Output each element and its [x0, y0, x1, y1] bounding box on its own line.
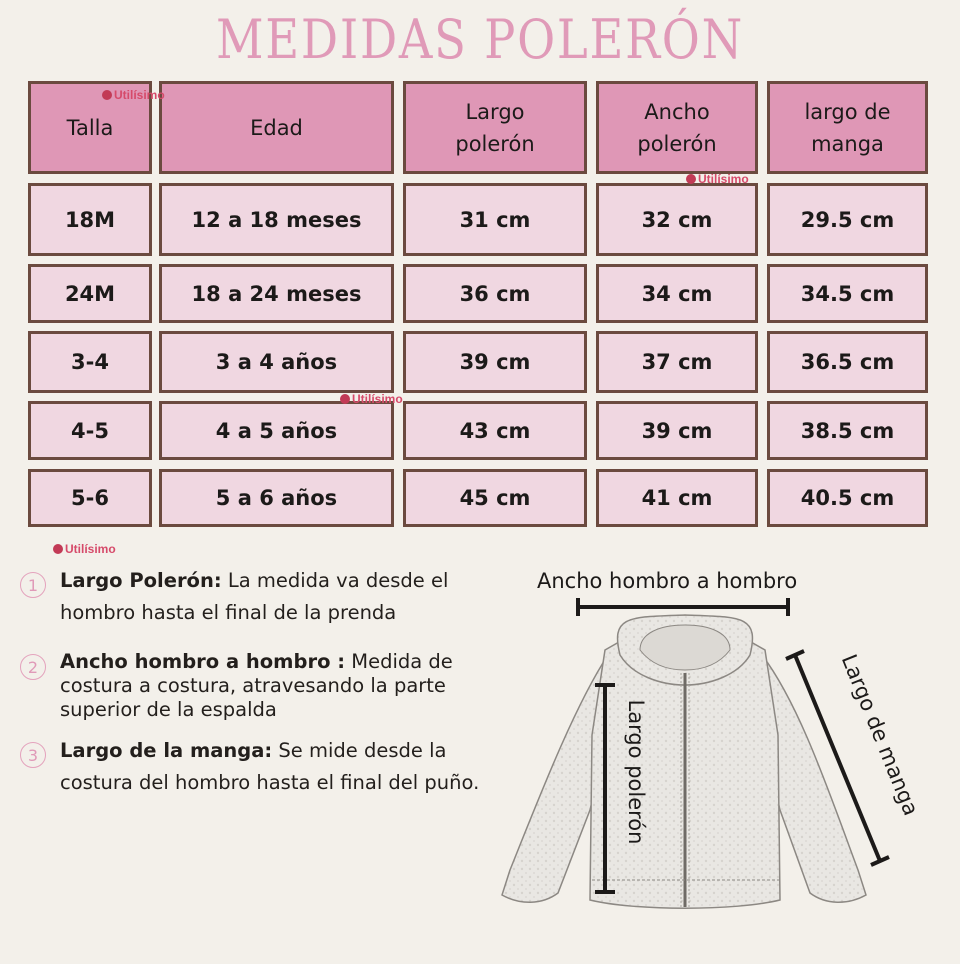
- header-ancho: [596, 81, 758, 174]
- table-cell: 24M: [28, 264, 152, 323]
- note-text: Se mide desde la costura del hombro hasta el final del puño.: [60, 739, 480, 794]
- note-number: 1: [20, 572, 46, 598]
- header-ancho-label: Ancho polerón: [637, 99, 717, 156]
- page-title: MEDIDAS POLERÓN: [216, 8, 744, 71]
- table-cell: 32 cm: [596, 183, 758, 256]
- watermark-logo: [686, 172, 749, 186]
- table-cell: 29.5 cm: [767, 183, 928, 256]
- logo-icon: [102, 90, 112, 100]
- hoodie-diagram: [480, 555, 960, 960]
- table-cell: 5 a 6 años: [159, 469, 394, 527]
- header-talla: Talla: [28, 81, 152, 174]
- table-cell: 5-6: [28, 469, 152, 527]
- logo-icon: [340, 394, 350, 404]
- note-ancho: [60, 650, 510, 722]
- table-cell: 3 a 4 años: [159, 331, 394, 393]
- note-number: 3: [20, 742, 46, 768]
- table-cell: 39 cm: [596, 401, 758, 460]
- watermark-logo: [102, 88, 165, 102]
- table-cell: 40.5 cm: [767, 469, 928, 527]
- table-cell: 36 cm: [403, 264, 587, 323]
- note-text: La medida va desde el hombro hasta el final de la prenda: [60, 569, 449, 624]
- width-label: Ancho hombro a hombro: [537, 569, 798, 593]
- table-cell: 18M: [28, 183, 152, 256]
- table-cell: 4 a 5 años: [159, 401, 394, 460]
- table-cell: 39 cm: [403, 331, 587, 393]
- watermark-text: Utilísimo: [698, 172, 749, 186]
- table-cell: 45 cm: [403, 469, 587, 527]
- watermark-logo: [340, 392, 403, 406]
- logo-icon: [686, 174, 696, 184]
- note-text: Medida de costura a costura, atravesando la parte superior de la espalda: [60, 650, 453, 721]
- table-cell: 37 cm: [596, 331, 758, 393]
- table-cell: 12 a 18 meses: [159, 183, 394, 256]
- table-cell: 41 cm: [596, 469, 758, 527]
- header-largo-label: Largo polerón: [455, 99, 535, 156]
- table-cell: 4-5: [28, 401, 152, 460]
- logo-icon: [53, 544, 63, 554]
- table-cell: 3-4: [28, 331, 152, 393]
- watermark-text: Utilísimo: [114, 88, 165, 102]
- header-edad: Edad: [159, 81, 394, 174]
- note-term: Largo Polerón:: [60, 569, 222, 592]
- note-largo: [60, 565, 510, 629]
- table-cell: 43 cm: [403, 401, 587, 460]
- length-label: Largo polerón: [624, 699, 648, 845]
- watermark-text: Utilísimo: [65, 542, 116, 556]
- table-cell: 34.5 cm: [767, 264, 928, 323]
- header-manga: [767, 81, 928, 174]
- note-manga: [60, 735, 480, 799]
- table-cell: 31 cm: [403, 183, 587, 256]
- table-cell: 36.5 cm: [767, 331, 928, 393]
- table-cell: 18 a 24 meses: [159, 264, 394, 323]
- table-cell: 34 cm: [596, 264, 758, 323]
- note-term: Ancho hombro a hombro :: [60, 650, 346, 673]
- table-cell: 38.5 cm: [767, 401, 928, 460]
- watermark-text: Utilísimo: [352, 392, 403, 406]
- header-manga-label: largo de manga: [804, 99, 891, 156]
- sleeve-label: Largo de manga: [836, 651, 924, 819]
- watermark-logo: [53, 542, 116, 556]
- note-number: 2: [20, 654, 46, 680]
- header-largo: [403, 81, 587, 174]
- note-term: Largo de la manga:: [60, 739, 273, 762]
